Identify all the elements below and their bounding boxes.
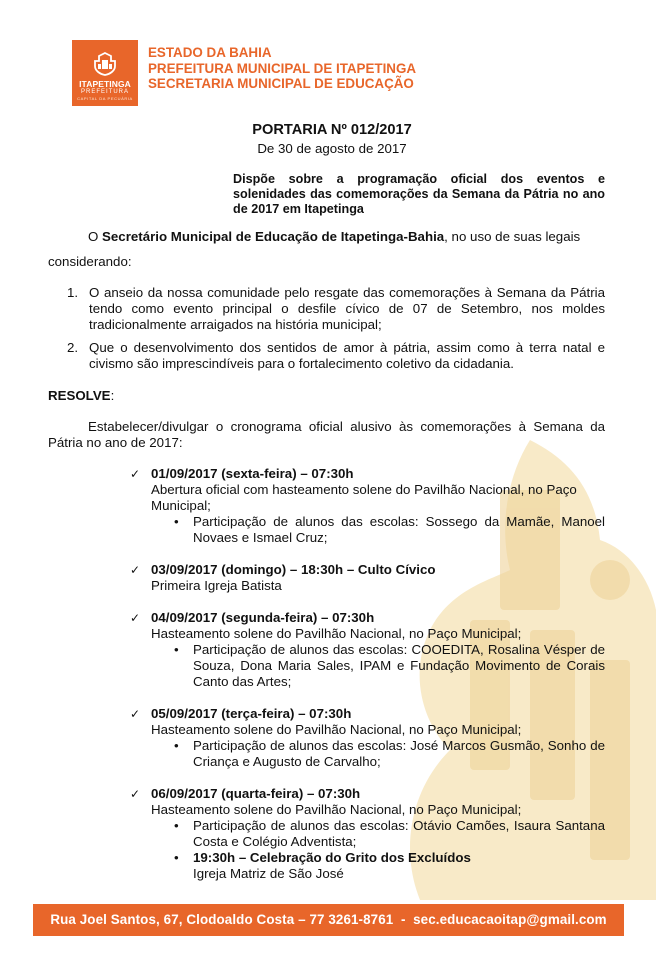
checkmark-icon: ✓ — [130, 467, 141, 481]
event-bullets — [173, 818, 605, 882]
event-bullets — [173, 514, 605, 546]
footer-bar — [33, 904, 624, 936]
letterhead — [72, 40, 416, 106]
event-description: Hasteamento solene do Pavilhão Nacional, no Paço Municipal; — [151, 802, 522, 817]
bullet-item — [173, 514, 605, 546]
header-prefeitura: PREFEITURA MUNICIPAL DE ITAPETINGA — [148, 60, 417, 76]
bullet-item — [173, 738, 605, 770]
consideration-item — [48, 340, 605, 372]
crest-icon — [91, 52, 119, 76]
checkmark-icon: ✓ — [130, 787, 141, 801]
bullet-title: 19:30h – Celebração do Grito dos Excluídos — [193, 850, 471, 865]
consideration-number: 2. — [67, 340, 79, 355]
event-bullets — [173, 738, 605, 770]
resolve-label: RESOLVE — [48, 388, 111, 403]
logo-subtitle: PREFEITURA — [80, 89, 129, 95]
event-title: 03/09/2017 (domingo) – 18:30h – Culto Cívico — [151, 562, 436, 577]
document-date: De 30 de agosto de 2017 — [257, 141, 407, 156]
establish-paragraph: Estabelecer/divulgar o cronograma oficial alusivo às comemorações à Semana da Pátria no ano de 2017: — [48, 419, 605, 450]
letterhead-text — [148, 45, 416, 106]
bullet-text: Igreja Matriz de São José — [193, 866, 344, 881]
event-schedule — [130, 466, 605, 898]
bullet-text: Participação de alunos das escolas: Otávio Camões, Isaura Santana Costa e Colégio Adventista; — [193, 818, 605, 849]
checkmark-icon: ✓ — [130, 563, 141, 577]
bullet-icon: • — [174, 642, 179, 657]
considerando-label: considerando: — [48, 254, 132, 269]
event-description: Hasteamento solene do Pavilhão Nacional, no Paço Municipal; — [151, 626, 522, 641]
event-item — [130, 786, 605, 882]
footer-contact: Rua Joel Santos, 67, Clodoaldo Costa – 77 3261-8761 - sec.educacaoitap@gmail.com — [50, 912, 607, 927]
checkmark-icon: ✓ — [130, 707, 141, 721]
intro-suffix: , no uso de suas legais — [444, 229, 581, 244]
bullet-icon: • — [174, 818, 179, 833]
bullet-icon: • — [174, 514, 179, 529]
consideration-number: 1. — [67, 285, 79, 300]
checkmark-icon: ✓ — [130, 611, 141, 625]
event-title: 05/09/2017 (terça-feira) – 07:30h — [151, 706, 352, 721]
bullet-text: Participação de alunos das escolas: COOEDITA, Rosalina Vésper de Souza, Dona Maria Sales, IPAM e Fundação Movimento de Corais Canto das Artes; — [193, 642, 605, 689]
header-secretaria: SECRETARIA MUNICIPAL DE EDUCAÇÃO — [148, 76, 414, 91]
intro-authority: Secretário Municipal de Educação de Itapetinga-Bahia — [102, 229, 445, 244]
intro-prefix: O — [88, 229, 103, 244]
event-bullets — [173, 642, 605, 690]
event-item — [130, 706, 605, 770]
logo-city-name: ITAPETINGA — [79, 79, 131, 89]
event-item — [130, 610, 605, 690]
prefeitura-logo — [72, 40, 138, 106]
bullet-item — [173, 850, 605, 882]
bullet-icon: • — [174, 738, 179, 753]
consideration-text: Que o desenvolvimento dos sentidos de amor à pátria, assim como à terra natal e civismo são imprescindíveis para o fortalecimento coletivo da cidadania. — [89, 340, 605, 371]
bullet-item — [173, 818, 605, 850]
event-item — [130, 562, 605, 594]
event-description: Primeira Igreja Batista — [151, 578, 282, 593]
event-item — [130, 466, 605, 546]
logo-caption: CAPITAL DA PECUÁRIA — [77, 96, 133, 101]
bullet-icon: • — [174, 850, 179, 865]
event-title: 04/09/2017 (segunda-feira) – 07:30h — [151, 610, 375, 625]
consideration-item — [48, 285, 605, 333]
event-title: 06/09/2017 (quarta-feira) – 07:30h — [151, 786, 361, 801]
event-description: Hasteamento solene do Pavilhão Nacional, no Paço Municipal; — [151, 722, 522, 737]
resolve-heading — [48, 388, 114, 404]
intro-paragraph — [48, 229, 605, 245]
document-title: PORTARIA Nº 012/2017 — [252, 122, 412, 138]
consideration-text: O anseio da nossa comunidade pelo resgate das comemorações à Semana da Pátria tendo como evento principal o desfile cívico de 07 de Setembro, nos moldes tradicionalmente arraigados na história municipal; — [89, 285, 605, 332]
event-description: Abertura oficial com hasteamento solene do Pavilhão Nacional, no Paço Municipal; — [151, 482, 577, 513]
document-ementa: Dispõe sobre a programação oficial dos eventos e solenidades das comemorações da Semana da Pátria no ano de 2017 em Itapetinga — [233, 172, 605, 216]
bullet-item — [173, 642, 605, 690]
resolve-colon: : — [110, 388, 115, 403]
header-state: ESTADO DA BAHIA — [148, 45, 272, 60]
bullet-text: Participação de alunos das escolas: Sossego da Mamãe, Manoel Novaes e Ismael Cruz; — [193, 514, 605, 545]
event-title: 01/09/2017 (sexta-feira) – 07:30h — [151, 466, 354, 481]
bullet-text: Participação de alunos das escolas: José Marcos Gusmão, Sonho de Criança e Augusto de Carvalho; — [193, 738, 605, 769]
